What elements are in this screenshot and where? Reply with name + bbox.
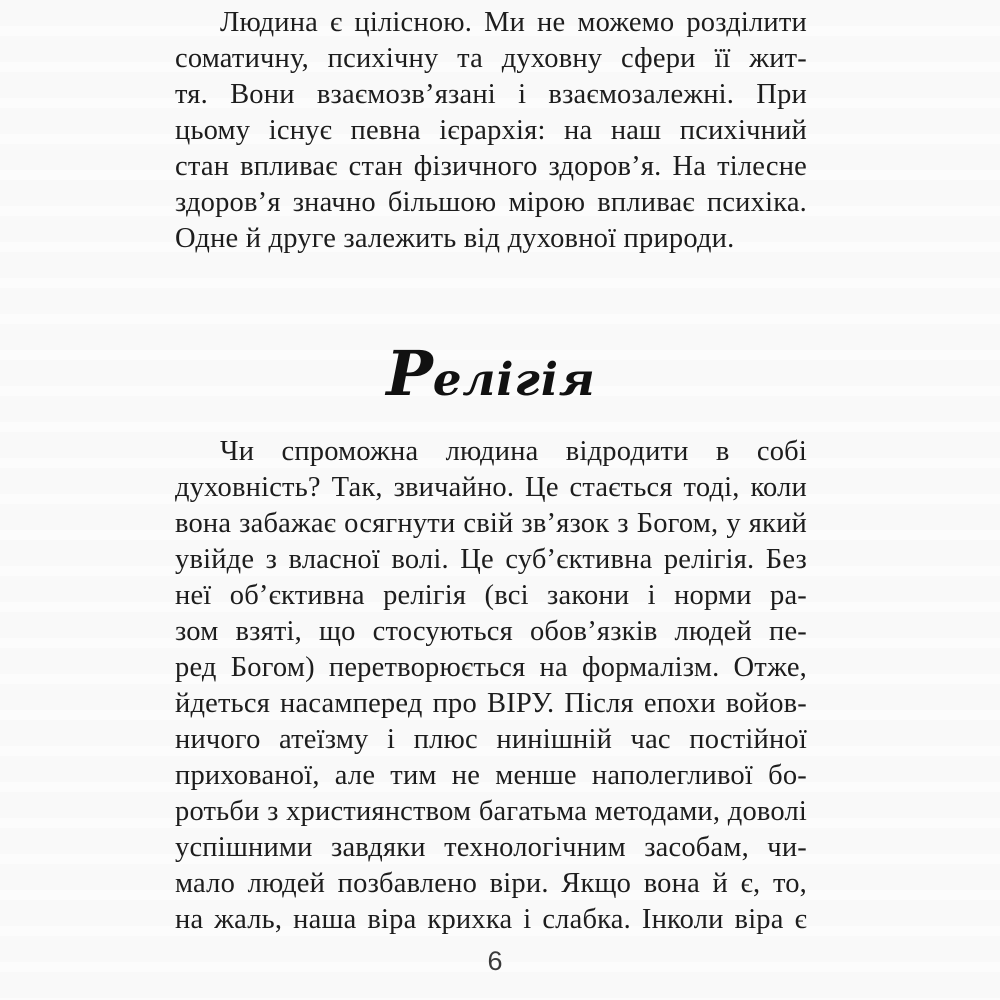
body-text-line: увійде з власної волі. Це суб’єктивна релігія. Без	[175, 544, 807, 575]
body-text-line: Чи спроможна людина відродити в собі	[220, 436, 807, 467]
body-text-line: Людина є цілісною. Ми не можемо розділити	[220, 7, 807, 38]
body-text-line: йдеться насамперед про ВІРУ. Після епохи войов-	[175, 688, 807, 719]
body-text-line: ред Богом) перетворюється на формалізм. Отже,	[175, 652, 807, 683]
body-text-line: прихованої, але тим не менше наполегливої бо-	[175, 760, 807, 791]
body-text-line: духовність? Так, звичайно. Це стається тоді, коли	[175, 472, 807, 503]
body-text-line: тя. Вони взаємозв’язані і взаємозалежні. При	[175, 79, 807, 110]
chapter-heading: Релігія	[386, 337, 596, 410]
body-text-line: ротьби з християнством багатьма методами, доволі	[175, 796, 807, 827]
body-text-line: успішними завдяки технологічним засобам, чи-	[175, 832, 807, 863]
body-text-line: вона забажає осягнути свій зв’язок з Богом, у який	[175, 508, 807, 539]
paragraph-1	[175, 5, 807, 257]
body-text-line: соматичну, психічну та духовну сфери її жит-	[175, 43, 807, 74]
chapter-heading-container	[175, 337, 807, 410]
body-text-line: ничого атеїзму і плюс нинішній час постійної	[175, 724, 807, 755]
body-text-line: Одне й друге залежить від духовної природи.	[175, 223, 735, 254]
body-text-line: цьому існує певна ієрархія: на наш психічний	[175, 115, 807, 146]
page-number: 6	[487, 946, 503, 976]
body-text-line: зом взяті, що стосуються обов’язків людей пе-	[175, 616, 807, 647]
body-text-line: стан впливає стан фізичного здоров’я. На тілесне	[175, 151, 807, 182]
body-text-line: на жаль, наша віра крихка і слабка. Інколи віра є	[175, 904, 807, 935]
body-text-line: неї об’єктивна релігія (всі закони і норми ра-	[175, 580, 807, 611]
body-text-line: здоров’я значно більшою мірою впливає психіка.	[175, 187, 807, 218]
body-text-line: мало людей позбавлено віри. Якщо вона й є, то,	[175, 868, 807, 899]
paragraph-2	[175, 434, 807, 938]
